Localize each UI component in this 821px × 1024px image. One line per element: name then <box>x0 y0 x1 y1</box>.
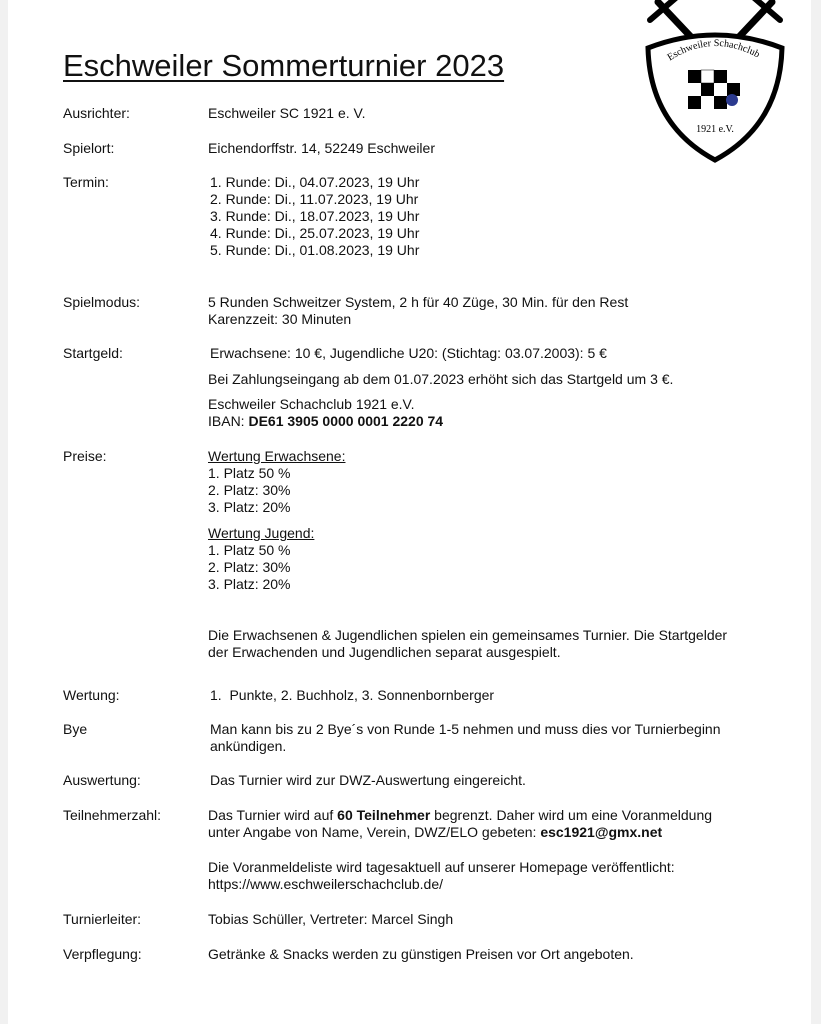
contact-email-link[interactable]: esc1921@gmx.net <box>540 824 663 840</box>
label-bye: Bye <box>63 721 88 737</box>
preise-erwachsene-2: 2. Platz: 30% <box>208 482 291 498</box>
teilnehmer-count: 60 Teilnehmer <box>337 807 431 823</box>
termin-round-2: 2. Runde: Di., 11.07.2023, 19 Uhr <box>210 191 419 207</box>
bye-line-2: ankündigen. <box>210 738 287 754</box>
termin-list <box>210 174 419 259</box>
voranmeldung-line: Die Voranmeldeliste wird tagesaktuell auf unserer Homepage veröffentlicht: <box>208 859 675 875</box>
teilnehmer-line-2 <box>208 824 712 841</box>
teilnehmer-text-a: Das Turnier wird auf <box>208 807 338 823</box>
preise-erwachsene-heading: Wertung Erwachsene: <box>208 448 346 464</box>
label-auswertung: Auswertung: <box>63 772 141 788</box>
label-startgeld: Startgeld: <box>63 345 123 361</box>
page-edge-left <box>0 0 8 1024</box>
label-spielmodus: Spielmodus: <box>63 294 141 310</box>
label-spielort: Spielort: <box>63 140 115 156</box>
value-spielort: Eichendorffstr. 14, 52249 Eschweiler <box>208 140 435 156</box>
value-ausrichter: Eschweiler SC 1921 e. V. <box>208 105 366 121</box>
preise-erwachsene-1: 1. Platz 50 % <box>208 465 291 481</box>
chess-club-logo-icon <box>640 0 790 165</box>
iban-prefix: IBAN: <box>208 413 249 429</box>
label-teilnehmerzahl: Teilnehmerzahl: <box>63 807 162 823</box>
homepage-link[interactable]: https://www.eschweilerschachclub.de/ <box>208 876 443 892</box>
preise-note <box>208 627 727 661</box>
label-ausrichter: Ausrichter: <box>63 105 130 121</box>
preise-erwachsene <box>208 448 345 516</box>
value-auswertung: Das Turnier wird zur DWZ-Auswertung eingereicht. <box>210 772 526 788</box>
preise-note-line-2: der Erwachenden und Jugendlichen separat ausgespielt. <box>208 644 561 660</box>
value-teilnehmerzahl <box>208 807 712 841</box>
page-title: Eschweiler Sommerturnier 2023 <box>63 48 505 83</box>
label-verpflegung: Verpflegung: <box>63 946 142 962</box>
page-edge-right <box>811 0 821 1024</box>
startgeld-line-2: Bei Zahlungseingang ab dem 01.07.2023 erhöht sich das Startgeld um 3 €. <box>208 371 674 387</box>
startgeld-bank <box>208 396 443 430</box>
label-wertung: Wertung: <box>63 687 120 703</box>
termin-round-5: 5. Runde: Di., 01.08.2023, 19 Uhr <box>210 242 420 258</box>
preise-jugend-1: 1. Platz 50 % <box>208 542 291 558</box>
preise-jugend-heading: Wertung Jugend: <box>208 525 315 541</box>
startgeld-account-holder: Eschweiler Schachclub 1921 e.V. <box>208 396 415 412</box>
preise-jugend <box>208 525 314 593</box>
termin-round-1: 1. Runde: Di., 04.07.2023, 19 Uhr <box>210 174 420 190</box>
value-verpflegung: Getränke & Snacks werden zu günstigen Preisen vor Ort angeboten. <box>208 946 634 962</box>
spielmodus-line-2: Karenzzeit: 30 Minuten <box>208 311 352 327</box>
teilnehmer-text-l2: unter Angabe von Name, Verein, DWZ/ELO gebeten: <box>208 824 541 840</box>
teilnehmer-text-c: begrenzt. Daher wird um eine Voranmeldung <box>430 807 713 823</box>
preise-jugend-2: 2. Platz: 30% <box>208 559 291 575</box>
startgeld-line-1: Erwachsene: 10 €, Jugendliche U20: (Stichtag: 03.07.2003): 5 € <box>210 345 607 361</box>
termin-round-4: 4. Runde: Di., 25.07.2023, 19 Uhr <box>210 225 420 241</box>
label-turnierleiter: Turnierleiter: <box>63 911 142 927</box>
value-spielmodus <box>208 294 628 328</box>
teilnehmer-line-1 <box>208 807 712 824</box>
voranmeldung-info <box>208 859 675 893</box>
value-turnierleiter: Tobias Schüller, Vertreter: Marcel Singh <box>208 911 454 927</box>
label-preise: Preise: <box>63 448 107 464</box>
logo-text: Eschweiler Schachclub <box>665 37 762 64</box>
label-termin: Termin: <box>63 174 109 190</box>
iban-value: DE61 3905 0000 0001 2220 74 <box>248 413 444 429</box>
value-wertung: 1. Punkte, 2. Buchholz, 3. Sonnenbornberger <box>210 687 495 703</box>
preise-jugend-3: 3. Platz: 20% <box>208 576 291 592</box>
bye-line-1: Man kann bis zu 2 Bye´s von Runde 1-5 nehmen und muss dies vor Turnierbeginn <box>210 721 721 737</box>
preise-erwachsene-3: 3. Platz: 20% <box>208 499 291 515</box>
termin-round-3: 3. Runde: Di., 18.07.2023, 19 Uhr <box>210 208 420 224</box>
startgeld-iban-line <box>208 413 443 430</box>
value-bye <box>210 721 721 755</box>
spielmodus-line-1: 5 Runden Schweitzer System, 2 h für 40 Züge, 30 Min. für den Rest <box>208 294 629 310</box>
logo-year: 1921 e.V. <box>696 124 734 135</box>
preise-note-line-1: Die Erwachsenen & Jugendlichen spielen ein gemeinsames Turnier. Die Startgelder <box>208 627 728 643</box>
